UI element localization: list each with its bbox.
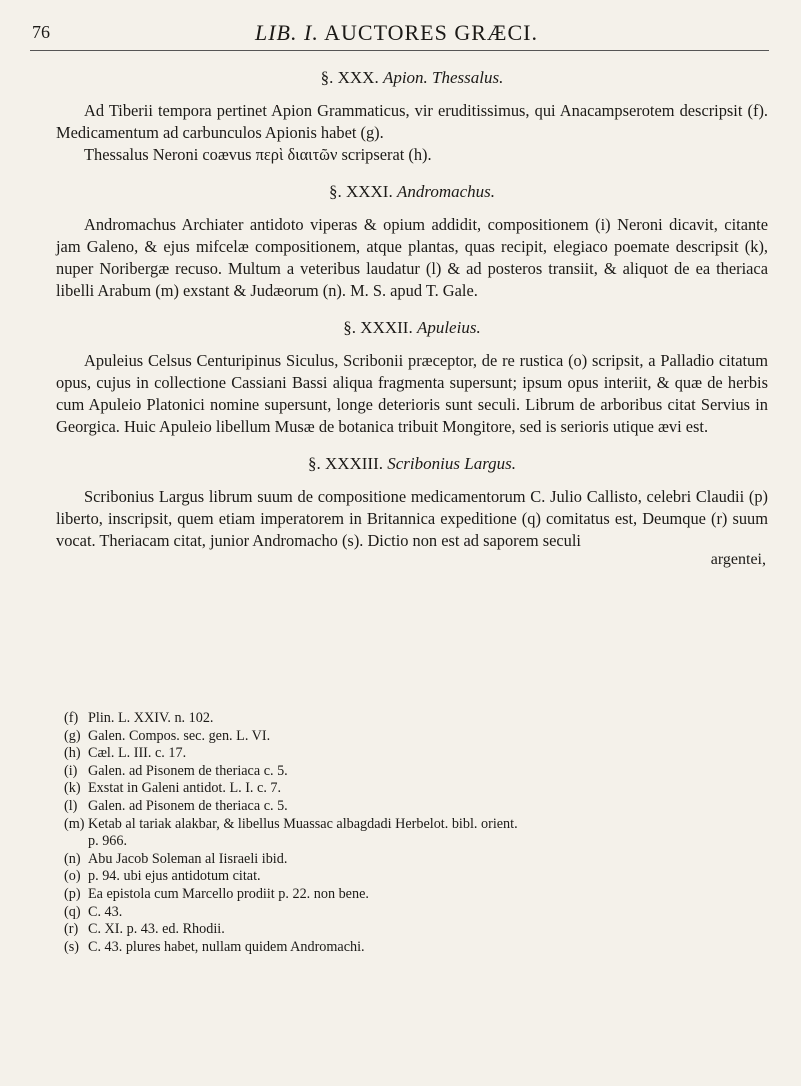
footnote-text: Galen. Compos. sec. gen. L. VI. — [88, 727, 271, 744]
footnote — [64, 833, 774, 851]
footnote-key: (g) — [64, 727, 81, 744]
section-heading — [56, 68, 768, 88]
footnote — [64, 851, 774, 869]
section-heading — [56, 454, 768, 474]
section-heading — [56, 182, 768, 202]
footnote — [64, 745, 774, 763]
footnote-text: Abu Jacob Soleman al Iisraeli ibid. — [88, 850, 288, 867]
footnote — [64, 868, 774, 886]
paragraph: Thessalus Neroni coævus περὶ διαιτῶν scripserat (h). — [84, 145, 432, 164]
footnote-key: (k) — [64, 780, 81, 797]
footnote-key: (q) — [64, 903, 81, 920]
section-name: Apuleius. — [416, 318, 481, 337]
running-title — [255, 20, 538, 46]
footnote-text: Galen. ad Pisonem de theriaca c. 5. — [88, 762, 288, 779]
footnote-key: (i) — [64, 762, 78, 779]
header-rule — [30, 50, 769, 51]
footnote-text: Ea epistola cum Marcello prodiit p. 22. non bene. — [88, 885, 369, 902]
footnote-text: C. 43. plures habet, nullam quidem Andromachi. — [88, 938, 365, 955]
footnote — [64, 939, 774, 957]
footnote-text: Cæl. L. III. c. 17. — [88, 745, 187, 762]
section-name: Scribonius Largus. — [387, 454, 517, 473]
catchword: argentei, — [710, 551, 766, 568]
footnote — [64, 798, 774, 816]
section-number: §. XXXI. — [328, 182, 397, 201]
section-number: §. XXX. — [320, 68, 383, 87]
footnote-text: Plin. L. XXIV. n. 102. — [88, 710, 214, 726]
section-number: §. XXXII. — [343, 318, 417, 337]
running-header — [0, 20, 801, 50]
section-name: Apion. Thessalus. — [382, 68, 504, 87]
footnote — [64, 921, 774, 939]
footnote — [64, 763, 774, 781]
page-number: 76 — [32, 22, 50, 42]
footnote — [64, 816, 774, 834]
footnote-key: (r) — [64, 921, 79, 938]
section-number: §. XXXIII. — [307, 454, 388, 473]
running-title-text: AUCTORES GRÆCI. — [324, 20, 538, 45]
footnote-text: Ketab al tariak alakbar, & libellus Muassac albagdadi Herbelot. bibl. orient. — [88, 815, 518, 832]
footnote — [64, 904, 774, 922]
footnote — [64, 728, 774, 746]
section-heading — [56, 318, 768, 338]
footnote-key: (m) — [64, 815, 85, 832]
footnote — [64, 886, 774, 904]
footnote — [64, 780, 774, 798]
main-text — [56, 58, 768, 569]
footnote-text: Exstat in Galeni antidot. L. I. c. 7. — [88, 780, 282, 797]
footnote-key: (p) — [64, 885, 81, 902]
footnote — [64, 710, 774, 728]
paragraph: Scribonius Largus librum suum de compositione medicamentorum C. Julio Callisto, celebri Claudii (p) liberto, inscripsit, quem etiam imperatorem in Britannica expeditione (q) comitatus est, Deumque (r) suum vocat. Theriacam citat, junior Andromacho (s). Dictio non est ad saporem seculi — [56, 487, 768, 550]
footnote-key: (f) — [64, 710, 79, 726]
section-name: Andromachus. — [396, 182, 496, 201]
running-title-book: LIB. I. — [255, 20, 319, 45]
footnote-key: (o) — [64, 868, 81, 885]
footnote-text: p. 94. ubi ejus antidotum citat. — [88, 868, 261, 885]
footnote-text: C. XI. p. 43. ed. Rhodii. — [88, 921, 225, 938]
footnote-key: (n) — [64, 850, 81, 867]
footnote-text: C. 43. — [88, 903, 123, 920]
paragraph: Ad Tiberii tempora pertinet Apion Grammaticus, vir eruditissimus, qui Anacampserotem descripsit (f). Medicamentum ad carbunculos Apionis habet (g). — [56, 101, 768, 142]
footnotes — [64, 710, 774, 956]
footnote-key: (s) — [64, 938, 79, 955]
footnote-text: Galen. ad Pisonem de theriaca c. 5. — [88, 797, 288, 814]
footnote-key: (h) — [64, 745, 81, 762]
paragraph: Andromachus Archiater antidoto viperas & opium addidit, compositionem (i) Neroni dicavit, citante jam Galeno, & ejus mifcelæ compositionem, atque plantas, quas recipit, elegiaco poemate descripsit (k), nuper Noribergæ recuso. Multum a veteribus laudatur (l) & ad posteros transiit, & aliquot de ea theriaca libelli Arabum (m) exstant & Judæorum (n). M. S. apud T. Gale. — [56, 215, 768, 300]
footnote-text: p. 966. — [88, 833, 128, 850]
paragraph: Apuleius Celsus Centuripinus Siculus, Scribonii præceptor, de re rustica (o) scripsit, a Palladio citatum opus, cujus in collectione Cassiani Bassi aliqua fragmenta supersunt; ipsum opus interiit, & quæ de herbis cum Apuleio Platonici nomine supersunt, longe deterioris sunt seculi. Librum de arboribus citat Servius in Georgica. Huic Apuleio libellum Musæ de botanica tribuit Mongitore, sed is serioris utique ævi est. — [56, 351, 768, 436]
footnote-key: (l) — [64, 797, 78, 814]
